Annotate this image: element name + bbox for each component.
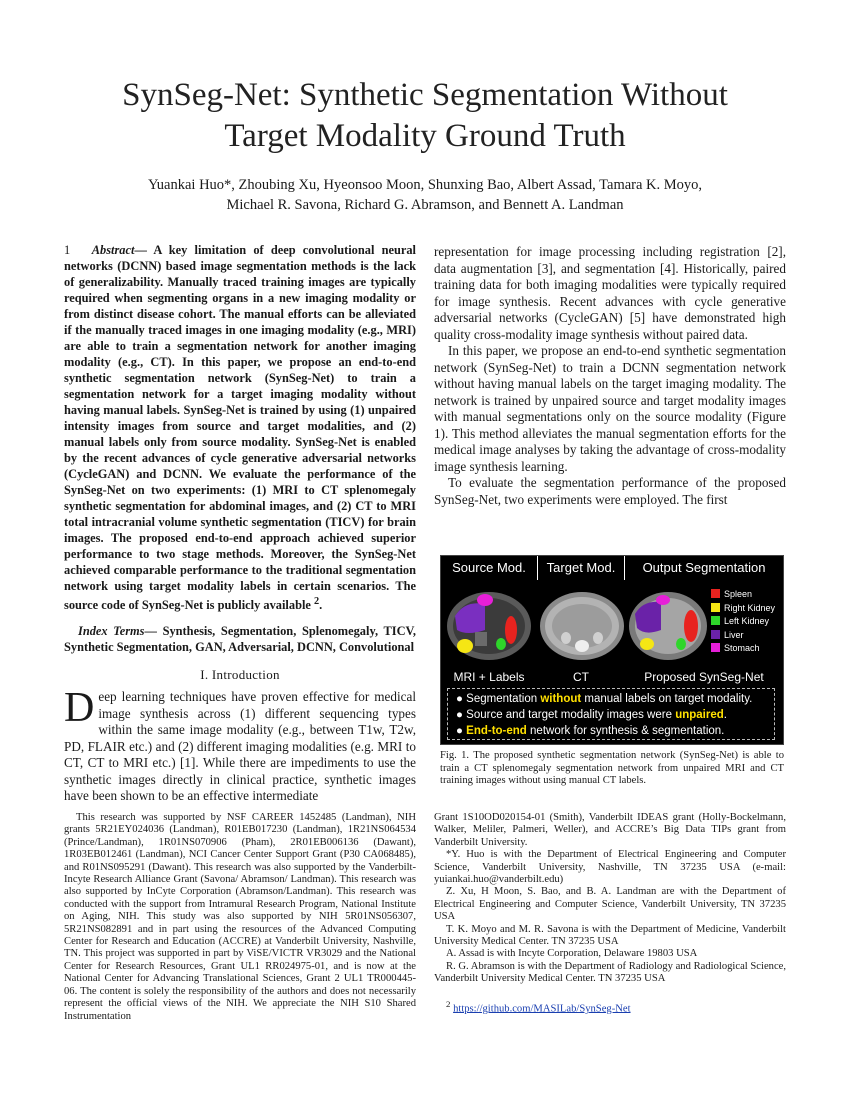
footnote-grant: Grant 1S10OD020154-01 (Smith), Vanderbilt IDEAS grant (Holly-Bockelmann, Walker, Meliler, Palmeri, Weller), and ACCRE’s Big Data TIPs grant from Vanderbilt University. [434,812,786,848]
index-terms-label: Index Terms [78,624,145,639]
fig-bullet-2: ● Source and target modality images were unpaired. [456,709,727,721]
figure-caption: Fig. 1. The proposed synthetic segmentation network (SynSeg-Net) is able to train a CT splenomegaly segmentation network from unpaired MRI and CT training images without using manual CT labels. [440,750,784,787]
abstract-label: Abstract [91,243,135,257]
intro-text: eep learning techniques have proven effective for medical image synthesis across (1) different sequencing types within the same image modality (e.g., between T1w, T2w, PD, FLAIR etc.) and (2) different imaging modalities (e.g. MRI to CT, CT to MRI etc.) [1]. While there are impediments to use the synthetic images directly in clinical practice, synthetic images have been shown to be an effective intermediate [64,689,416,804]
fig-bullet-1: ● Segmentation without manual labels on target modality. [456,693,753,705]
footnote-ref: 2 [314,596,320,607]
legend-swatch [711,603,720,612]
fig-label-mri: MRI + Labels [453,670,525,684]
paper-title [60,75,790,157]
fig-bullet-box [447,688,775,740]
fig-label-ct: CT [573,670,589,684]
legend-swatch [711,643,720,652]
index-terms [64,623,416,655]
title-line-1: SynSeg-Net: Synthetic Segmentation Without [122,77,728,113]
right-paragraph-2: In this paper, we propose an end-to-end synthetic segmentation network (SynSeg-Net) to train a DCNN segmentation network without having manual labels on the target imaging modality. The network is trained by unpaired source and target modality images with manual segmentations only on the source modality (Figure 1). This method alleviates the manual segmentation efforts for the medical image analyses by taking the advantage of cross-modality image synthesis learning. [434,343,786,474]
left-column [64,242,416,805]
footnote-xu: Z. Xu, H Moon, S. Bao, and B. A. Landman are with the Department of Electrical Engineering and Computer Science, Vanderbilt University, TN 37235 USA [434,886,786,923]
abstract-text: — A key limitation of deep convolutional neural networks (DCNN) based image segmentation methods is the lack of generalizability. Manually traced training images are typically required when segmenting organs in a new imaging modality or from distinct disease cohort. The manual efforts can be alleviated if the manually traced images in one imaging modality (e.g., MRI) are able to train a segmentation network for another imaging modality (e.g., CT). In this paper, we propose an end-to-end synthetic segmentation network (SynSeg-Net) to train a segmentation network for a target imaging modality without having manual labels. SynSeg-Net is trained by using (1) unpaired intensity images from source and target modalities, and (2) manual labels only from source modality. SynSeg-Net is enabled by the recent advances of cycle generative adversarial networks (CycleGAN) and DCNN. We evaluate the performance of the SynSeg-Net on two experiments: (1) MRI to CT splenomegaly synthetic segmentation for abdominal images, and (2) CT to MRI total intracranial volume synthetic segmentation (TICV) for brain images. The proposed end-to-end approach achieved superior performance to two stage methods. Moreover, the SynSeg-Net achieved comparable performance to the traditional segmentation network using target modality labels in certain scenarios. The source code of SynSeg-Net is publicly available [64,243,416,613]
footnote-assad: A. Assad is with Incyte Corporation, Delaware 19803 USA [446,948,698,960]
authors-line-1: Yuankai Huo*, Zhoubing Xu, Hyeonsoo Moon, Shunxing Bao, Albert Assad, Tamara K. Moyo, [147,177,703,193]
fig-ct-image [538,586,626,664]
fig-output-image [627,586,709,664]
legend-swatch [711,589,720,598]
fig-header-source: Source Mod. [441,556,538,580]
legend-swatch [711,630,720,639]
footnote-moyo: T. K. Moyo and M. R. Savona is with the Department of Medicine, Vanderbilt University Medical Center. TN 37235 USA [434,923,786,948]
abstract: 1 Abstract— A key limitation of deep convolutional neural networks (DCNN) based image segmentation methods is the lack of generalizability. Manually traced training images are typically required when segmenting organs in a new imaging modality or from distinct disease cohort. The manual efforts can be alleviated if the manually traced images in one imaging modality (e.g., MRI) are able to train a segmentation network for another imaging modality (e.g., CT). In this paper, we propose an end-to-end synthetic segmentation network (SynSeg-Net) to train a segmentation network for a target imaging modality without having manual labels. SynSeg-Net is trained by using (1) unpaired intensity images from source and target modalities, and (2) manual labels only from source modality. SynSeg-Net is enabled by the recent advances of cycle generative adversarial networks (CycleGAN) and DCNN. We evaluate the performance of the SynSeg-Net on two experiments: (1) MRI to CT splenomegaly synthetic segmentation for abdominal images, and (2) CT to MRI total intracranial volume synthetic segmentation (TICV) for brain images. The proposed end-to-end approach achieved superior performance to two stage methods. Moreover, the SynSeg-Net achieved comparable performance to the traditional segmentation network using target modality labels in certain scenarios. The source code of SynSeg-Net is publicly available $^2$. [64,243,416,613]
footnotes-left [64,812,416,1023]
legend-swatch [711,616,720,625]
legend-item-liver: Liver [711,629,775,643]
footnotes-right [434,812,786,1016]
fig-header-target: Target Mod. [538,556,625,580]
author-list [60,175,790,215]
legend-item-stomach: Stomach [711,642,775,656]
fig-label-proposed: Proposed SynSeg-Net [644,670,764,684]
right-column [434,244,786,508]
funding-footnote: This research was supported by NSF CAREER 1452485 (Landman), NIH grants 5R21EY024036 (Landman), R01EB017230 (Landman), 1R21NS064534 (Prince/Landman), 1R01NS070906 (Pham), 2R01EB006136 (Dawant), 1R03EB012461 (Landman), NCI Cancer Center Support Grant (P30 CA068485), and R01NS095291 (Dawant). This research was also supported by the Vanderbilt-Incyte Research Alliance Grant (Savona/ Abramson/ Landman). This research was also supported by InCyte Corporation (Abramson/Landman). This research was conducted with the support from Intramural Research Program, National Institute on Aging, NIH. This study was also supported by NIH 5R01NS056307, 5R21NS082891 and in part using the resources of the Advanced Computing Center for Research and Education (ACCRE) at Vanderbilt University, Nashville, TN. This project was supported in part by ViSE/VICTR VR3029 and the National Center for Research Resources, Grant UL1 RR024975-01, and is now at the National Center for Advancing Translational Sciences, Grant 2 UL1 TR000445-06. The content is solely the responsibility of the authors and does not necessarily represent the official views of the NIH. We appreciate the NIH S10 Shared Instrumentation [64,812,416,1022]
legend-item-spleen: Spleen [711,588,775,602]
legend-item-left-kidney: Left Kidney [711,615,775,629]
right-paragraph-3: To evaluate the segmentation performance of the proposed SynSeg-Net, two experiments were employed. The first [434,475,786,507]
footnote-abramson: R. G. Abramson is with the Department of Radiology and Radiological Science, Vanderbilt University Medical Center. TN 37235 USA [434,960,786,985]
footnote-link [434,998,786,1016]
authors-line-2: Michael R. Savona, Richard G. Abramson, and Bennett A. Landman [226,197,624,213]
drop-cap: D [64,685,95,732]
abstract-number: 1 [64,243,71,257]
fig-bullet-3: ● End-to-end network for synthesis & segmentation. [456,725,725,737]
figure-1 [440,555,784,745]
fig-header-output: Output Segmentation [642,560,766,575]
legend-item-right-kidney: Right Kidney [711,602,775,616]
source-code-link[interactable]: https://github.com/MASILab/SynSeg-Net [453,1003,631,1015]
footnote-huo: *Y. Huo is with the Department of Electrical Engineering and Computer Science, Vanderbilt University, Nashville, TN 37235 USA (e-mail: yuiankai.huo@vanderbilt.edu) [434,849,786,886]
section-heading: I. Introduction [200,667,280,683]
title-line-2: Target Modality Ground Truth [224,118,626,154]
fig-legend [711,588,775,656]
fig-mri-image [445,586,533,664]
link-footnote-number: 2 [446,998,451,1009]
intro-paragraph [64,685,416,805]
right-paragraph-1: representation for image processing including registration [2], data augmentation [3], and segmentation [4]. Historically, paired training data for both imaging modalities were typically required for image synthesis. Recent advances with cycle generative adversarial networks (CycleGAN) [5] have demonstrated high quality cross-modality image synthesis without paired data. [434,244,786,342]
index-terms-text: — Synthesis, Segmentation, Splenomegaly, TICV, Synthetic Segmentation, GAN, Adversarial, DCNN, Convolutional [64,624,416,655]
